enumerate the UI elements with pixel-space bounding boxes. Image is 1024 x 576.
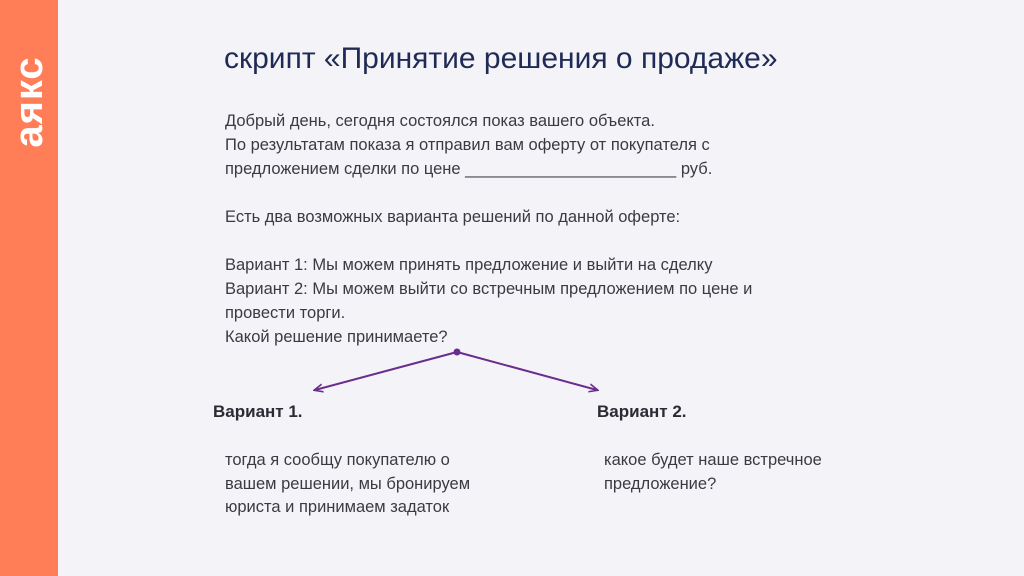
question-text: Какой решение принимаете? — [225, 328, 448, 346]
option-1-description-line: тогда я сообщу покупателю о — [225, 451, 450, 469]
arrow-to-option-2 — [457, 352, 597, 390]
option-1-description-line: юриста и принимаем задаток — [225, 498, 450, 516]
offer-text-line-1: По результатам показа я отправил вам оферту от покупателя с — [225, 136, 710, 154]
option-2-description-line: предложение? — [604, 474, 717, 493]
option-2-text-line-2: провести торги. — [225, 304, 346, 322]
option-2-description-line: какое будет наше встречное — [604, 451, 822, 469]
option-1-description-line: вашем решении, мы бронируем — [225, 474, 471, 493]
branch-point-dot — [454, 349, 461, 356]
arrow-to-option-1 — [315, 352, 457, 390]
option-1-description — [225, 449, 470, 520]
offer-text-line-2: предложением сделки по цене _______________________ руб. — [225, 160, 713, 178]
option-2-description — [604, 449, 822, 496]
option-2-title: Вариант 2. — [597, 402, 687, 421]
option-1-text: Вариант 1: Мы можем принять предложение и выйти на сделку — [225, 256, 713, 274]
option-1-title: Вариант 1. — [213, 402, 303, 421]
brand-logo: аякс — [7, 56, 51, 148]
option-2-text-line-1: Вариант 2: Мы можем выйти со встречным предложением по цене и — [225, 280, 753, 298]
options-intro-text: Есть два возможных варианта решений по данной оферте: — [225, 208, 681, 226]
page-title: скрипт «Принятие решения о продаже» — [224, 42, 778, 75]
greeting-text: Добрый день, сегодня состоялся показ вашего объекта. — [225, 112, 655, 130]
